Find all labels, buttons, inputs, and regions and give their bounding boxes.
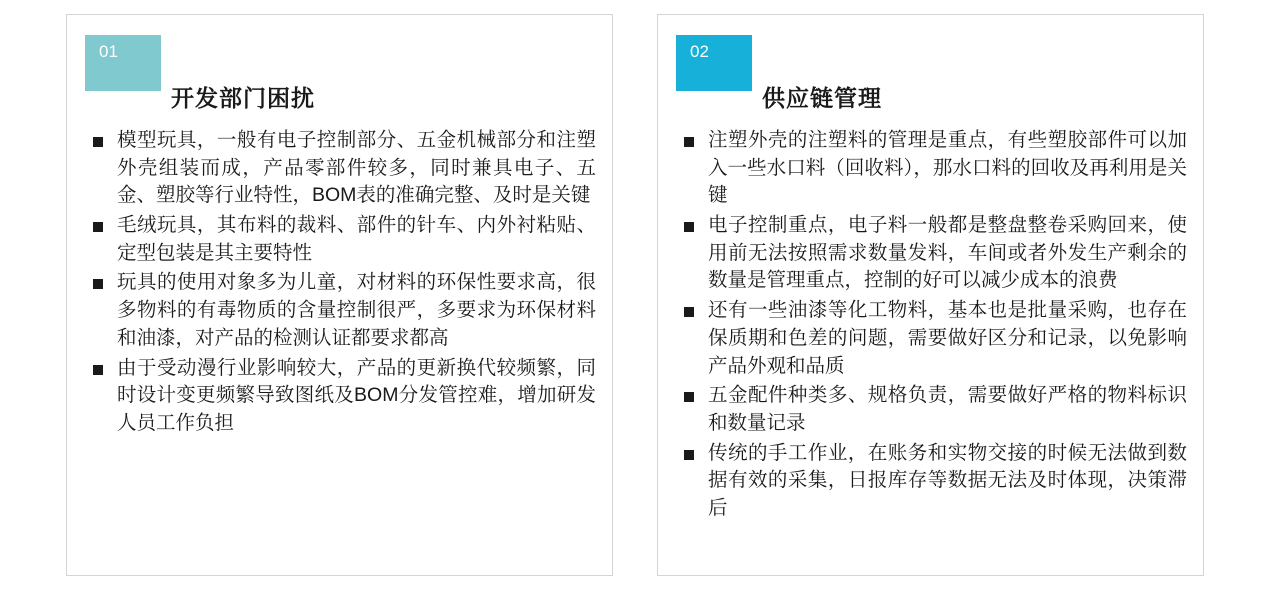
bullet-list: [89, 127, 596, 440]
panel-number-label: 01: [99, 42, 118, 61]
panel-title: 开发部门困扰: [171, 85, 315, 112]
panel-supply-chain-management: [657, 14, 1204, 576]
list-item: 注塑外壳的注塑料的管理是重点，有些塑胶部件可以加入一些水口料（回收料），那水口料的回收及再利用是关键: [680, 127, 1187, 210]
bullet-list: [680, 127, 1187, 525]
panel-title: 供应链管理: [762, 85, 882, 112]
list-item: 传统的手工作业，在账务和实物交接的时候无法做到数据有效的采集，日报库存等数据无法及时体现，决策滞后: [680, 440, 1187, 523]
panel-number-badge: [85, 35, 161, 91]
list-item: 玩具的使用对象多为儿童，对材料的环保性要求高，很多物料的有毒物质的含量控制很严，多要求为环保材料和油漆，对产品的检测认证都要求都高: [89, 269, 596, 352]
list-item: 五金配件种类多、规格负责，需要做好严格的物料标识和数量记录: [680, 382, 1187, 437]
list-item: 模型玩具，一般有电子控制部分、五金机械部分和注塑外壳组装而成，产品零部件较多，同时兼具电子、五金、塑胶等行业特性，BOM表的准确完整、及时是关键: [89, 127, 596, 210]
panel-number-badge: [676, 35, 752, 91]
list-item: 由于受动漫行业影响较大，产品的更新换代较频繁，同时设计变更频繁导致图纸及BOM分发管控难，增加研发人员工作负担: [89, 355, 596, 438]
panel-development-issues: [66, 14, 613, 576]
list-item: 毛绒玩具，其布料的裁料、部件的针车、内外衬粘贴、定型包装是其主要特性: [89, 212, 596, 267]
list-item: 还有一些油漆等化工物料，基本也是批量采购，也存在保质期和色差的问题，需要做好区分和记录，以免影响产品外观和品质: [680, 297, 1187, 380]
list-item: 电子控制重点，电子料一般都是整盘整卷采购回来，使用前无法按照需求数量发料，车间或者外发生产剩余的数量是管理重点，控制的好可以减少成本的浪费: [680, 212, 1187, 295]
panel-number-label: 02: [690, 42, 709, 61]
